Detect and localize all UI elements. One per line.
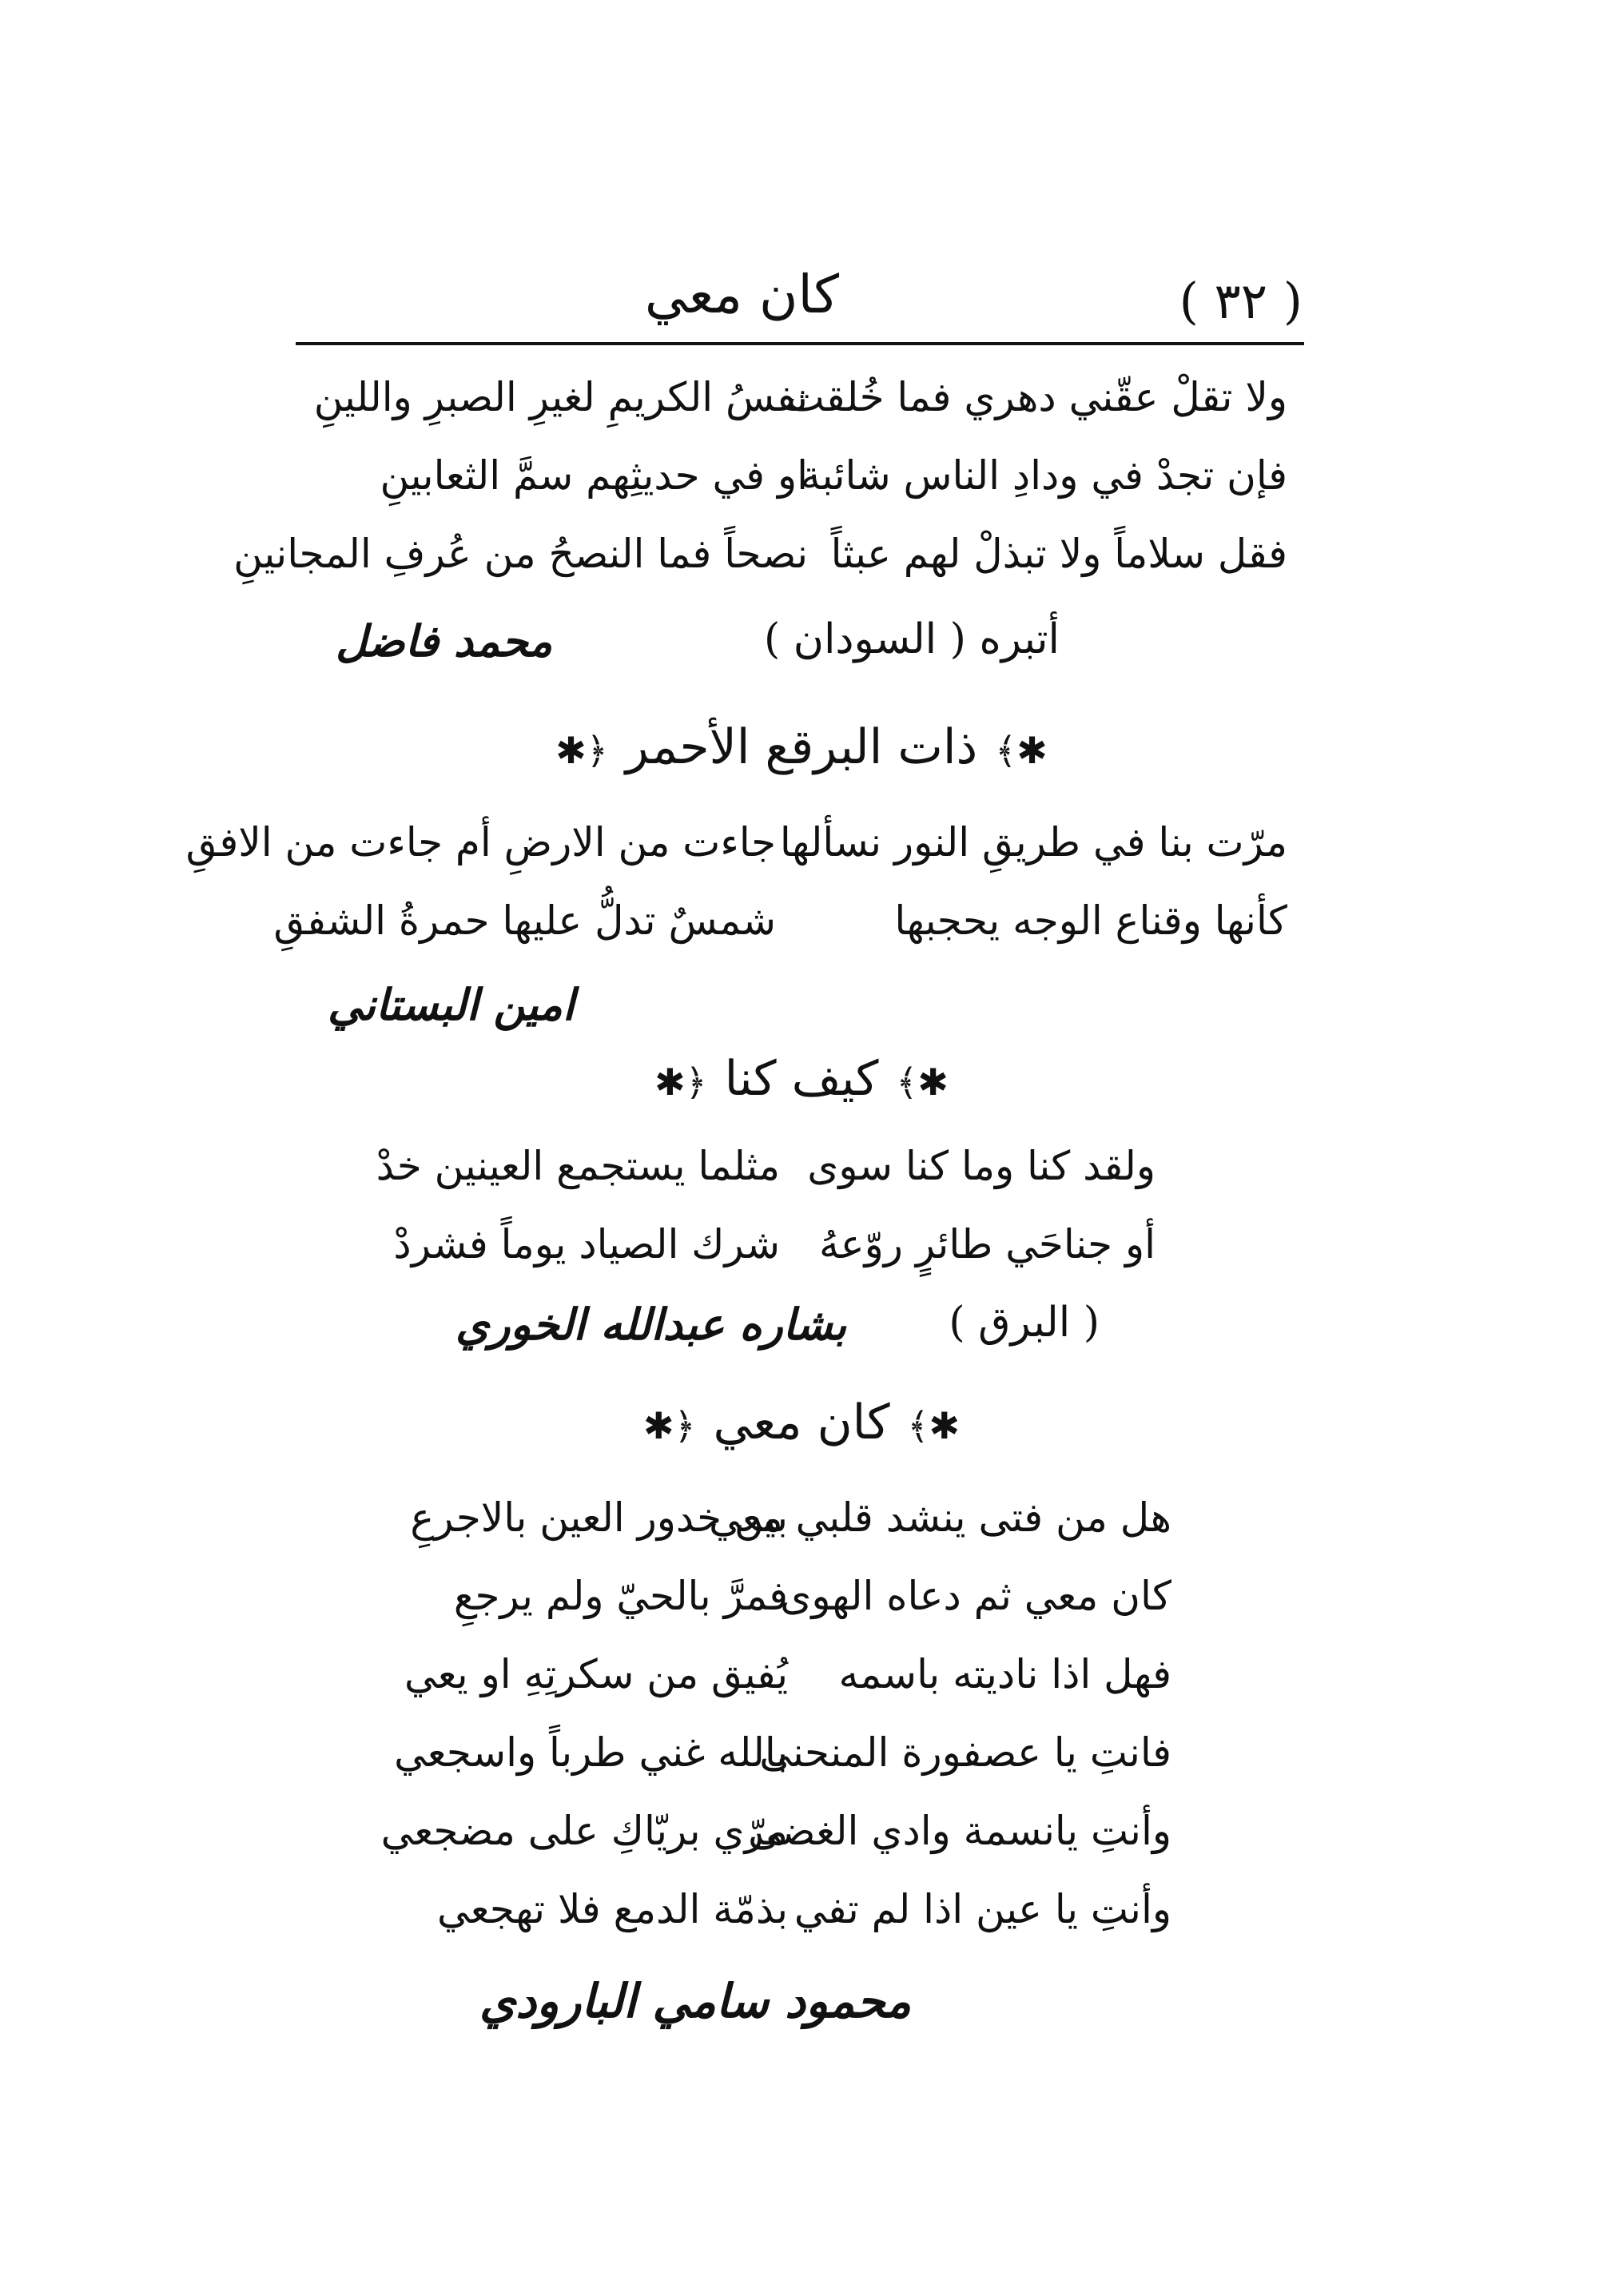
verse-second-hemistich: مثلما يستجمع العينين خدْ <box>376 1143 780 1189</box>
poem-title-text: ذات البرقع الأحمر <box>625 719 978 775</box>
ornament-icon: ✱﴾ <box>907 1404 961 1447</box>
verse-first-hemistich: فإن تجدْ في ودادِ الناس شائبة <box>800 452 1287 499</box>
verse-first-hemistich: ولا تقلْ عقّني دهري فما خُلقت <box>786 374 1287 420</box>
poem-source: أتبره ( السودان ) <box>763 615 1060 663</box>
verse-line <box>304 452 1287 516</box>
verse-second-hemistich: جاءت من الارضِ أم جاءت من الافقِ <box>185 819 776 865</box>
header-rule <box>296 342 1304 345</box>
poem-source: ( البرق ) <box>949 1299 1100 1347</box>
verse-line <box>410 1494 1171 1558</box>
poem-author: محمد فاضل <box>336 615 553 667</box>
verse-line <box>380 1808 1171 1872</box>
verse-line <box>393 1221 1156 1285</box>
verse-second-hemistich: بالله غني طرباً واسجعي <box>394 1729 788 1776</box>
verse-second-hemistich: مرّي بريّاكِ على مضجعي <box>380 1808 788 1854</box>
poem-title <box>0 719 1603 775</box>
poem-title-text: كان معي <box>713 1395 890 1450</box>
ornament-icon: ✱﴾ <box>995 729 1048 772</box>
verse-first-hemistich: مرّت بنا في طريقِ النور نسألها <box>779 819 1287 865</box>
poem-author: امين البستاني <box>328 979 575 1030</box>
poem-title <box>0 1395 1603 1450</box>
verse-first-hemistich: أو جناحَي طائرٍ روّعهُ <box>819 1221 1156 1267</box>
verse-first-hemistich: كأنها وقناع الوجه يحجبها <box>894 897 1287 944</box>
verse-first-hemistich: ولقد كنا وما كنا سوى <box>807 1143 1156 1189</box>
page-number: ( ٣٢ ) <box>1179 272 1303 330</box>
verse-first-hemistich: فهل اذا ناديته باسمه <box>838 1651 1171 1697</box>
verse-second-hemistich: شرك الصياد يوماً فشردْ <box>393 1221 780 1267</box>
verse-line <box>404 1651 1171 1715</box>
ornament-icon: ﴿✱ <box>555 729 608 772</box>
verse-second-hemistich: او في حديثِهم سمَّ الثعابينِ <box>380 452 808 499</box>
verse-line <box>304 374 1287 438</box>
page-header <box>296 240 1303 344</box>
verse-first-hemistich: وأنتِ يا عين اذا لم تفي <box>794 1886 1171 1932</box>
poem-title-text: كيف كنا <box>724 1051 879 1107</box>
poem-author: محمود سامي البارودي <box>479 1974 912 2028</box>
verse-line <box>436 1573 1171 1637</box>
ornament-icon: ﴿✱ <box>642 1404 696 1447</box>
verse-line <box>233 531 1287 595</box>
verse-second-hemistich: نصحاً فما النصحُ من عُرفِ المجانينِ <box>233 531 808 577</box>
verse-line <box>436 1886 1171 1950</box>
verse-first-hemistich: فقل سلاماً ولا تبذلْ لهم عبثاً <box>830 531 1287 577</box>
ornament-icon: ﴿✱ <box>654 1060 707 1104</box>
verse-second-hemistich: بين خدور العين بالاجرعِ <box>410 1494 788 1541</box>
verse-first-hemistich: وأنتِ يانسمة وادي الغضى <box>748 1808 1171 1854</box>
verse-line <box>273 897 1287 961</box>
verse-line <box>376 1143 1156 1207</box>
verse-second-hemistich: فمرَّ بالحيّ ولم يرجعِ <box>453 1573 788 1619</box>
verse-line <box>185 819 1287 883</box>
verse-line <box>394 1729 1171 1793</box>
poem-author: بشاره عبدالله الخوري <box>455 1299 847 1350</box>
poem-title <box>0 1051 1603 1107</box>
verse-first-hemistich: هل من فتى ينشد قلبي معي <box>709 1494 1171 1541</box>
verse-second-hemistich: شمسٌ تدلُّ عليها حمرةُ الشفقِ <box>273 897 776 944</box>
verse-first-hemistich: كان معي ثم دعاه الهوى <box>780 1573 1171 1619</box>
verse-second-hemistich: بذمّة الدمع فلا تهجعي <box>437 1886 788 1932</box>
verse-first-hemistich: فانتِ يا عصفورة المنحنى <box>759 1729 1171 1776</box>
verse-second-hemistich: يُفيق من سكرتِهِ او يعي <box>404 1651 788 1697</box>
verse-second-hemistich: نفسُ الكريمِ لغيرِ الصبرِ واللينِ <box>313 374 808 420</box>
ornament-icon: ✱﴾ <box>896 1060 949 1104</box>
running-title: كان معي <box>644 264 839 325</box>
